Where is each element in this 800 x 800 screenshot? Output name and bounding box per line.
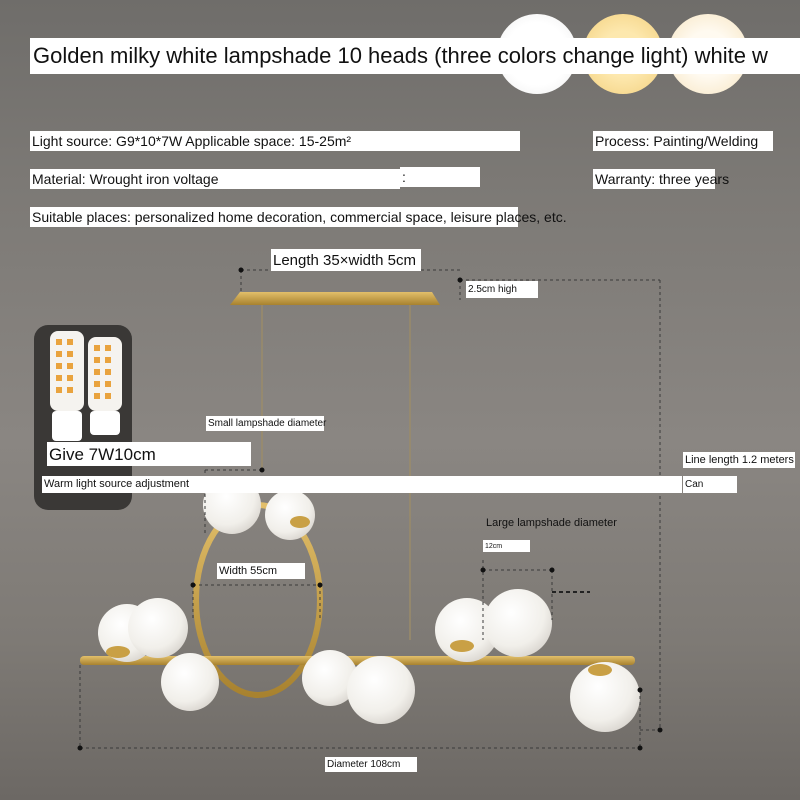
- spec-light-source: Light source: G9*10*7W Applicable space: 15-25m²: [30, 131, 520, 151]
- product-title: Golden milky white lampshade 10 heads (three colors change light) white w: [30, 38, 800, 74]
- dim-small-shade-label: Small lampshade diameter: [206, 416, 324, 431]
- dim-can-label: Can: [683, 476, 737, 493]
- warm-light-label: Warm light source adjustment: [42, 476, 682, 493]
- dim-width: Width 55cm: [217, 563, 305, 579]
- ceiling-canopy: [230, 292, 440, 305]
- dim-large-shade-size: 12cm: [483, 540, 530, 552]
- spec-warranty: Warranty: three years: [595, 171, 730, 187]
- spec-process: Process: Painting/Welding: [593, 131, 773, 151]
- dim-diameter: Diameter 108cm: [325, 757, 417, 772]
- dim-line-length: Line length 1.2 meters: [683, 452, 795, 468]
- spec-suitable-places: Suitable places: personalized home decoration, commercial space, leisure places, etc.: [32, 209, 567, 225]
- spec-material-colon: :: [400, 167, 480, 187]
- bulb-give-label: Give 7W10cm: [47, 442, 251, 466]
- dim-large-shade-label: Large lampshade diameter: [486, 517, 617, 529]
- dim-height: 2.5cm high: [466, 281, 538, 298]
- dim-length-width: Length 35×width 5cm: [271, 249, 421, 271]
- spec-material: Material: Wrought iron voltage: [30, 169, 400, 189]
- glass-globes: [98, 476, 640, 732]
